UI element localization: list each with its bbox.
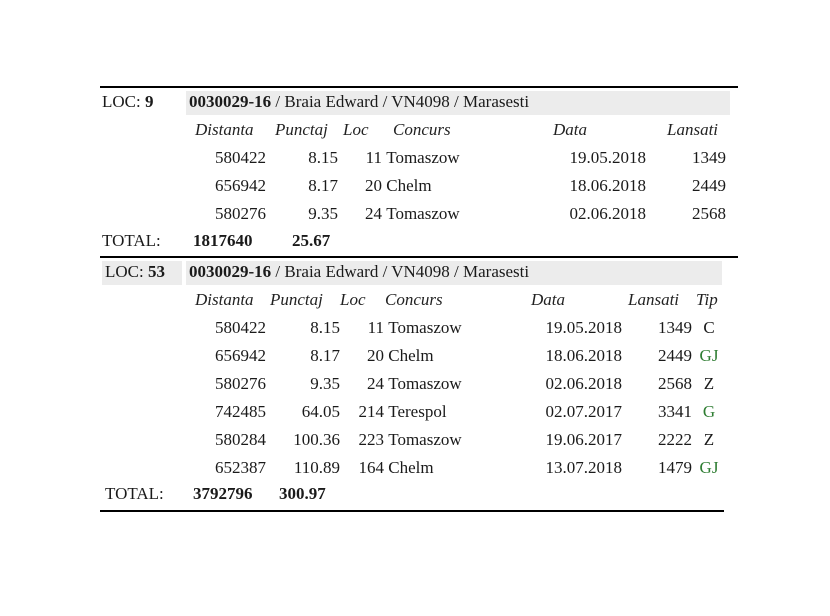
- col-distanta-2: Distanta: [195, 290, 254, 309]
- loc-value-2: 53: [147, 262, 165, 281]
- distanta-cell: 580422: [215, 148, 266, 167]
- concurs-cell: Tomaszow: [386, 204, 460, 223]
- divider-rule: [100, 256, 738, 258]
- total-distanta-1: 1817640: [193, 231, 253, 250]
- data-cell: 19.05.2018: [545, 318, 622, 337]
- punctaj-cell: 64.05: [301, 402, 340, 421]
- tip-cell: Z: [703, 374, 715, 393]
- total-label-1: TOTAL:: [102, 231, 161, 250]
- tip-cell: G: [702, 402, 716, 421]
- loc-cell: 164: [358, 458, 384, 477]
- distanta-cell: 742485: [215, 402, 266, 421]
- results-table-2: [190, 314, 726, 482]
- loc-label-1: LOC: 9: [102, 92, 154, 111]
- data-cell: 13.07.2018: [545, 458, 622, 477]
- ring-number-1: 0030029-16: [189, 92, 272, 111]
- table-row: [190, 426, 726, 454]
- bottom-rule: [100, 510, 724, 512]
- lansati-cell: 2222: [658, 430, 692, 449]
- owner-details-1: / Braia Edward / VN4098 / Marasesti: [271, 92, 530, 111]
- data-cell: 02.06.2018: [569, 204, 646, 223]
- total-label-2: TOTAL:: [105, 484, 164, 503]
- results-table-1: [190, 144, 726, 228]
- col-punctaj-2: Punctaj: [270, 290, 323, 309]
- table-row: [190, 370, 726, 398]
- concurs-cell: Tomaszow: [386, 148, 460, 167]
- punctaj-cell: 8.17: [310, 346, 340, 365]
- col-loc-2: Loc: [340, 290, 366, 309]
- distanta-cell: 580276: [215, 204, 266, 223]
- pigeon-info-1: [189, 92, 529, 112]
- distanta-cell: 652387: [215, 458, 266, 477]
- distanta-cell: 580422: [215, 318, 266, 337]
- col-distanta-1: Distanta: [195, 120, 254, 139]
- top-rule: [100, 86, 738, 88]
- punctaj-cell: 100.36: [293, 430, 340, 449]
- col-concurs-2: Concurs: [385, 290, 443, 309]
- concurs-cell: Chelm: [388, 458, 434, 477]
- loc-label-2: LOC: 53: [105, 262, 165, 281]
- data-cell: 02.07.2017: [545, 402, 622, 421]
- col-punctaj-1: Punctaj: [275, 120, 328, 139]
- col-loc-1: Loc: [343, 120, 369, 139]
- loc-cell: 11: [365, 148, 382, 167]
- punctaj-cell: 8.15: [308, 148, 338, 167]
- total-punctaj-2: 300.97: [279, 484, 326, 503]
- lansati-cell: 1349: [658, 318, 692, 337]
- concurs-cell: Tomaszow: [388, 430, 462, 449]
- tip-cell: C: [703, 318, 715, 337]
- data-cell: 19.06.2017: [545, 430, 622, 449]
- loc-cell: 11: [367, 318, 384, 337]
- concurs-cell: Tomaszow: [388, 318, 462, 337]
- punctaj-cell: 9.35: [310, 374, 340, 393]
- loc-cell: 24: [367, 374, 384, 393]
- punctaj-cell: 8.15: [310, 318, 340, 337]
- loc-cell: 20: [365, 176, 382, 195]
- tip-cell: Z: [703, 430, 715, 449]
- data-cell: 18.06.2018: [569, 176, 646, 195]
- data-cell: 19.05.2018: [569, 148, 646, 167]
- loc-value-1: 9: [144, 92, 154, 111]
- loc-cell: 24: [365, 204, 382, 223]
- col-data-2: Data: [531, 290, 565, 309]
- col-concurs-1: Concurs: [393, 120, 451, 139]
- lansati-cell: 3341: [658, 402, 692, 421]
- tip-cell: GJ: [699, 458, 719, 477]
- distanta-cell: 580276: [215, 374, 266, 393]
- table-row: [190, 342, 726, 370]
- table-row: [190, 454, 726, 482]
- distanta-cell: 580284: [215, 430, 266, 449]
- pigeon-info-2: [189, 262, 529, 282]
- lansati-cell: 2449: [658, 346, 692, 365]
- loc-cell: 223: [358, 430, 384, 449]
- col-tip-2: Tip: [696, 290, 718, 309]
- table-row: [190, 200, 726, 228]
- table-row: [190, 398, 726, 426]
- punctaj-cell: 110.89: [293, 458, 340, 477]
- tip-cell: GJ: [699, 346, 719, 365]
- col-lansati-2: Lansati: [628, 290, 680, 309]
- punctaj-cell: 9.35: [308, 204, 338, 223]
- lansati-cell: 2568: [692, 204, 726, 223]
- lansati-cell: 1479: [658, 458, 692, 477]
- loc-cell: 214: [358, 402, 384, 421]
- table-row: [190, 314, 726, 342]
- col-lansati-1: Lansati: [667, 120, 719, 139]
- loc-cell: 20: [367, 346, 384, 365]
- concurs-cell: Terespol: [388, 402, 447, 421]
- col-data-1: Data: [553, 120, 587, 139]
- data-cell: 02.06.2018: [545, 374, 622, 393]
- concurs-cell: Tomaszow: [388, 374, 462, 393]
- distanta-cell: 656942: [215, 346, 266, 365]
- concurs-cell: Chelm: [386, 176, 432, 195]
- table-row: [190, 144, 726, 172]
- data-cell: 18.06.2018: [545, 346, 622, 365]
- total-distanta-2: 3792796: [193, 484, 253, 503]
- distanta-cell: 656942: [215, 176, 266, 195]
- lansati-cell: 2568: [658, 374, 692, 393]
- lansati-cell: 2449: [692, 176, 726, 195]
- total-punctaj-1: 25.67: [292, 231, 331, 250]
- ring-number-2: 0030029-16: [189, 262, 272, 281]
- lansati-cell: 1349: [692, 148, 726, 167]
- table-row: [190, 172, 726, 200]
- owner-details-2: / Braia Edward / VN4098 / Marasesti: [271, 262, 530, 281]
- concurs-cell: Chelm: [388, 346, 434, 365]
- punctaj-cell: 8.17: [308, 176, 338, 195]
